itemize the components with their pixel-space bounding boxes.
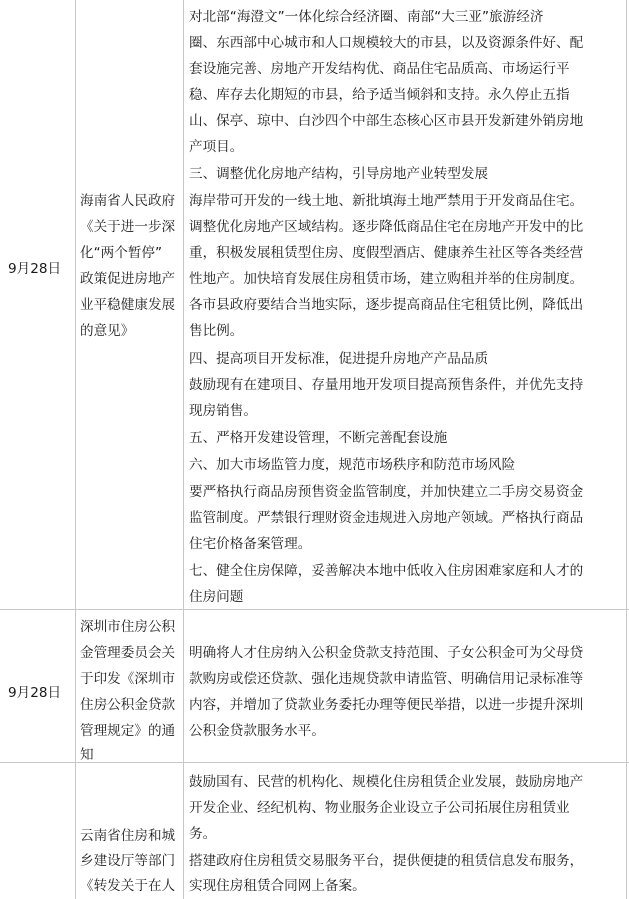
content-line: 圈、东西部中心城市和人口规模较大的市县，以及资源条件好、配 [189, 35, 584, 51]
content-line: 重，积极发展租赁型住房、度假型酒店、健康养生社区等各类经营 [189, 245, 584, 261]
content-line: 各市县政府要结合当地实际，逐步提高商品住宅租赁比例，降低出 [189, 297, 584, 313]
org-line: 《关于进一步深 [80, 219, 176, 235]
content-line: 款购房或偿还贷款、强化违规贷款申请监管、明确信用记录标准等 [189, 671, 584, 687]
content-line: 搭建政府住房租赁交易服务平台，提供便捷的租赁信息发布服务， [189, 853, 584, 869]
content-line: 稳、库存去化期短的市县，给予适当倾斜和支持。永久停止五指 [189, 87, 570, 103]
content-line: 套设施完善、房地产开发结构优、商品住宅品质高、市场运行平 [189, 61, 570, 77]
org-line: 于印发《深圳市 [80, 671, 176, 687]
content-line: 现房销售。 [189, 403, 257, 419]
content-line: 住宅价格备案管理。 [189, 536, 312, 552]
org-line: 住房公积金贷款 [80, 697, 176, 713]
section-heading: 四、提高项目开发标准，促进提升房地产产品品质 [189, 351, 489, 367]
section-heading: 三、调整优化房地产结构，引导房地产业转型发展 [189, 166, 489, 182]
content-line: 鼓励国有、民营的机构化、规模化住房租赁企业发展，鼓励房地产 [189, 774, 584, 790]
content-line: 海岸带可开发的一线土地、新批填海土地严禁用于开发商品住宅。 [189, 193, 584, 209]
org-line: 乡建设厅等部门 [80, 853, 176, 869]
content-line: 要严格执行商品房预售资金监管制度，并加快建立二手房交易资金 [189, 484, 584, 500]
content-line: 公积金贷款服务水平。 [189, 723, 325, 739]
section-heading: 六、加大市场监管力度，规范市场秩序和防范市场风险 [189, 457, 516, 473]
org-line: 《转发关于在人 [80, 878, 176, 894]
content-line: 务。 [189, 826, 217, 842]
table-right-border [626, 0, 627, 899]
content-line: 对北部“海澄文”一体化综合经济圈、南部“大三亚”旅游经济 [189, 9, 544, 25]
row-divider-2 [0, 762, 629, 763]
content-line: 鼓励现有在建项目、存量用地开发项目提高预售条件，并优先支持 [189, 377, 584, 393]
org-line: 的意见》 [80, 323, 135, 339]
content-line: 售比例。 [189, 323, 244, 339]
org-line: 管理规定》的通 [80, 723, 176, 739]
row-date: 9月28日 [8, 685, 62, 701]
org-line: 知 [80, 747, 94, 763]
content-line: 山、保亭、琼中、白沙四个中部生态核心区市县开发新建外销房地 [189, 113, 584, 129]
org-line: 海南省人民政府 [80, 193, 176, 209]
row-date: 9月28日 [8, 261, 62, 277]
org-line: 业平稳健康发展 [80, 297, 176, 313]
section-heading: 七、健全住房保障，妥善解决本地中低收入住房困难家庭和人才的 [189, 563, 584, 579]
row-divider-1 [0, 609, 629, 610]
org-line: 云南省住房和城 [80, 828, 176, 844]
org-line: 深圳市住房公积 [80, 619, 176, 635]
content-line: 监管制度。严禁银行理财资金违规进入房地产领域。严格执行商品 [189, 510, 584, 526]
content-line: 产项目。 [189, 139, 244, 155]
content-line: 住房问题 [189, 589, 244, 605]
org-line: 金管理委员会关 [80, 645, 176, 661]
org-line: 化“两个暂停” [80, 245, 163, 261]
content-line: 开发企业、经纪机构、物业服务企业设立子公司拓展住房租赁业 [189, 800, 570, 816]
content-line: 明确将人才住房纳入公积金贷款支持范围、子女公积金可为父母贷 [189, 645, 584, 661]
section-heading: 五、严格开发建设管理，不断完善配套设施 [189, 430, 448, 446]
column-divider-date [75, 0, 76, 899]
org-line: 政策促进房地产 [80, 271, 176, 287]
column-divider-org [183, 0, 184, 899]
content-line: 实现住房租赁合同网上备案。 [189, 878, 366, 894]
content-line: 调整优化房地产区域结构。逐步降低商品住宅在房地产开发中的比 [189, 219, 584, 235]
content-line: 内容，并增加了贷款业务委托办理等便民举措，以进一步提升深圳 [189, 697, 584, 713]
content-line: 性地产。加快培育发展住房租赁市场，建立购租并举的住房制度。 [189, 271, 584, 287]
